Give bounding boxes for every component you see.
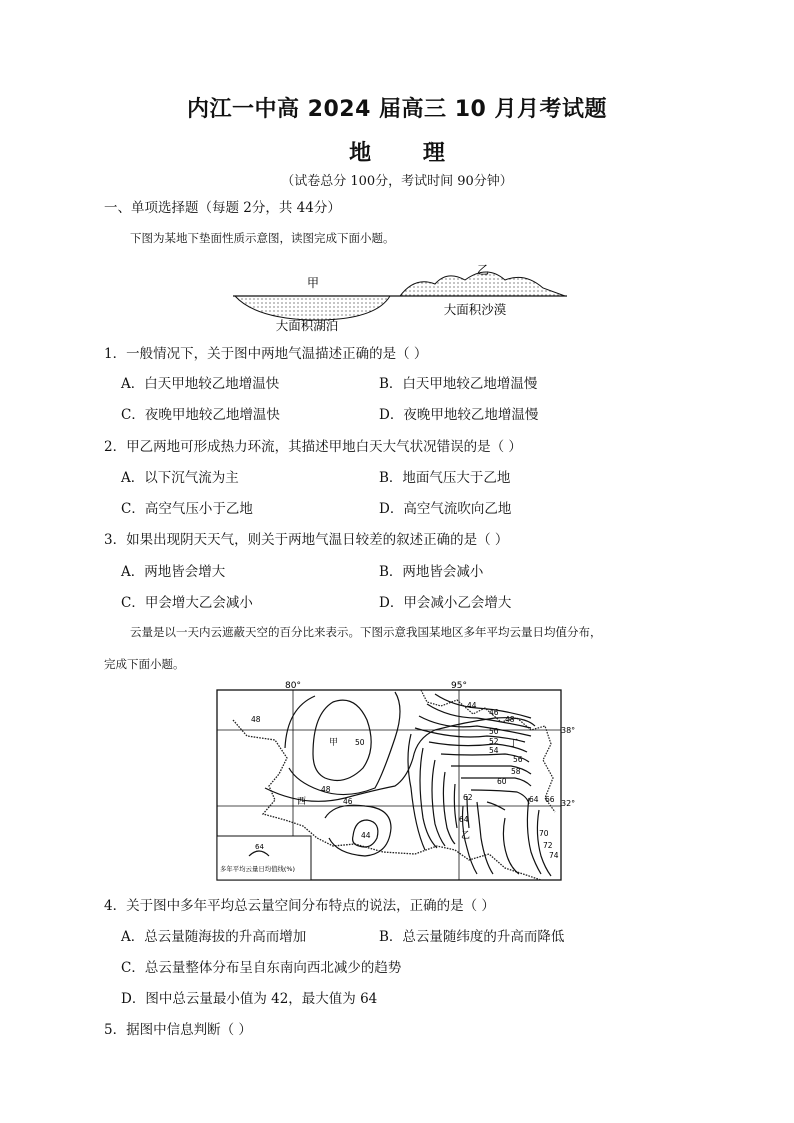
contour-label: 54 <box>489 746 499 755</box>
contour-label: 44 <box>361 831 371 840</box>
q2-option-d[interactable]: D．高空气流吹向乙地 <box>379 501 512 517</box>
contour-label: 66 <box>545 795 555 804</box>
legend-text: 多年平均云量日均值线(%) <box>220 865 295 873</box>
q4-option-a[interactable]: A．总云量随海拔的升高而增加 <box>121 929 307 945</box>
exam-note: （试卷总分 100分，考试时间 90分钟） <box>281 174 513 189</box>
contour-label: 64 <box>459 815 469 824</box>
label-yi: 乙 <box>476 263 490 277</box>
contour-label: 52 <box>489 737 499 746</box>
q4-option-b[interactable]: B．总云量随纬度的升高而降低 <box>379 929 565 945</box>
q4-option-c[interactable]: C．总云量整体分布呈自东南向西北减少的趋势 <box>121 960 402 976</box>
question-2: 2．甲乙两地可形成热力环流，其描述甲地白天大气状况错误的是（ ） <box>104 439 522 455</box>
q1-option-d[interactable]: D．夜晚甲地较乙地增温慢 <box>379 407 539 423</box>
place-yi: 乙 <box>461 831 471 841</box>
lon-label-95: 95° <box>451 681 467 691</box>
section-heading: 一、单项选择题（每题 2分，共 44分） <box>104 200 341 216</box>
contour-label: 50 <box>489 727 499 736</box>
question-5: 5．据图中信息判断（ ） <box>104 1022 252 1038</box>
label-lake: 大面积湖泊 <box>275 318 339 333</box>
q3-option-d[interactable]: D．甲会减小乙会增大 <box>379 595 512 611</box>
q2-option-c[interactable]: C．高空气压小于乙地 <box>121 501 253 517</box>
place-xi: 西 <box>297 797 307 807</box>
intro-text-2: 云量是以一天内云遮蔽天空的百分比来表示。下图示意我国某地区多年平均云量日均值分布， <box>130 625 602 639</box>
contour-label: 48 <box>251 715 261 724</box>
legend-value: 64 <box>255 843 264 851</box>
place-jia: 甲 <box>329 738 339 748</box>
question-4: 4．关于图中多年平均总云量空间分布特点的说法，正确的是（ ） <box>104 898 495 914</box>
lake-shape <box>235 296 390 320</box>
contour-label: 74 <box>549 851 559 860</box>
lat-label-32: 32° <box>561 799 576 808</box>
subject-title: 地 理 <box>349 141 467 166</box>
q3-option-a[interactable]: A．两地皆会增大 <box>121 564 226 580</box>
label-jia: 甲 <box>306 276 320 290</box>
q2-option-a[interactable]: A．以下沉气流为主 <box>121 470 239 486</box>
contour-label: 44 <box>467 701 477 710</box>
q1-option-a[interactable]: A．白天甲地较乙地增温快 <box>121 376 280 392</box>
exam-title: 内江一中高 2024 届高三 10 月月考试题 <box>187 97 607 122</box>
contour-label: 62 <box>463 793 473 802</box>
contour-label: 60 <box>497 777 507 786</box>
q1-option-b[interactable]: B．白天甲地较乙地增温慢 <box>379 376 538 392</box>
q3-option-b[interactable]: B．两地皆会减小 <box>379 564 484 580</box>
q2-option-b[interactable]: B．地面气压大于乙地 <box>379 470 511 486</box>
place-ding: 丁 <box>509 739 519 749</box>
contour-label: 58 <box>511 767 521 776</box>
contour-label: 56 <box>513 755 523 764</box>
terrain-figure <box>225 258 575 336</box>
intro-text-2-cont: 完成下面小题。 <box>104 657 185 671</box>
lon-label-80: 80° <box>285 681 301 691</box>
contour-label: 72 <box>543 841 553 850</box>
contour-label: 46 <box>343 797 353 806</box>
map-legend <box>217 836 311 880</box>
question-3: 3．如果出现阴天天气，则关于两地气温日较差的叙述正确的是（ ） <box>104 532 509 548</box>
contour-label: 50 <box>355 738 365 747</box>
label-desert: 大面积沙漠 <box>443 302 507 317</box>
contour-label: 48 <box>321 785 331 794</box>
q1-option-c[interactable]: C．夜晚甲地较乙地增温快 <box>121 407 280 423</box>
contour-label: 64 <box>529 795 539 804</box>
question-1: 1．一般情况下，关于图中两地气温描述正确的是（ ） <box>104 346 428 362</box>
lat-label-38: 38° <box>561 726 576 735</box>
intro-text-1: 下图为某地下垫面性质示意图，读图完成下面小题。 <box>130 231 395 245</box>
contour-label: 70 <box>539 829 549 838</box>
contour-label: 46 <box>489 708 499 717</box>
cloud-contour-map <box>205 678 580 884</box>
q4-option-d[interactable]: D．图中总云量最小值为 42，最大值为 64 <box>121 991 378 1007</box>
contour-label: 48 <box>505 715 515 724</box>
q3-option-c[interactable]: C．甲会增大乙会减小 <box>121 595 253 611</box>
